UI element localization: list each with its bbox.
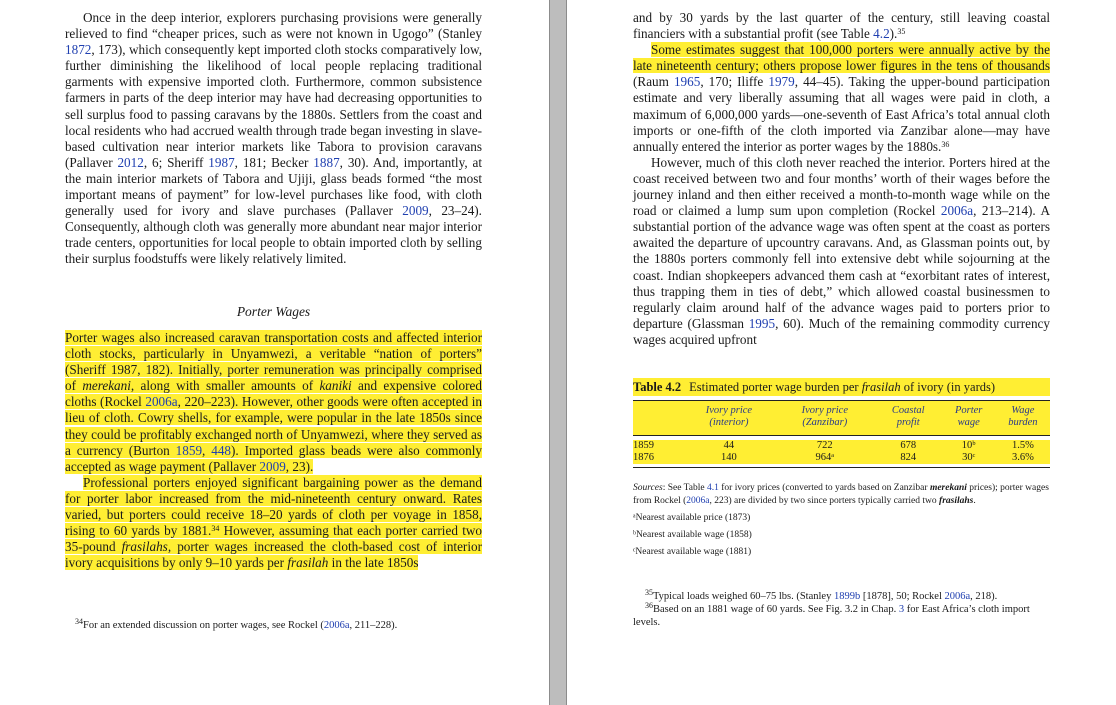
ref-rockel-2006a-r[interactable]: 2006a <box>940 203 974 219</box>
footnote-34: $^{34}$For an extended discussion on porter wages, see Rockel (2006a, 211–228). <box>75 617 398 631</box>
highlighted-porter-estimate: Some estimates suggest that 100,000 porters were annually active by the late nineteenth century; others propose lower figures in the tens of thousands <box>633 42 1050 74</box>
wage-burden-table <box>633 401 1050 468</box>
footnote-marker-35[interactable]: 35 <box>897 27 906 37</box>
footnote-36: $^{36}$Based on an 1881 wage of 60 yards. See Fig. 3.2 in Chap. 3 for East Africa’s cloth import levels. <box>633 601 1030 628</box>
ref-burton-448[interactable]: 448 <box>211 442 231 458</box>
footnote-marker-36[interactable]: 36 <box>941 139 950 149</box>
col-ivory-zanzibar: Ivory price (Zanzibar) <box>775 401 875 436</box>
ref-pallaver-2012[interactable]: 2012 <box>117 154 144 170</box>
table-note-c: ᶜNearest available wage (1881) <box>633 547 752 557</box>
table-source-note: Sources: See Table 4.1 for ivory prices (converted to yards based on Zanzibar merekani prices); porter wages from Rockel (2006a, 223) are divided by two since porters typically carried two frasilahs. <box>633 483 1049 506</box>
ref-iliffe-1979[interactable]: 1979 <box>768 74 795 90</box>
footnotes-right <box>633 590 1050 629</box>
paragraph-cloth-interior: Once in the deep interior, explorers purchasing provisions were generally relieved to find “cheaper prices, such as were not known in Ugogo” (Stanley 1872, 173), which consequently kept imported cloth stocks comparatively low, further diminishing the likelihood of local people replacing traditional garments with expensive imported cloth. Furthermore, common subsistence farmers in parts of the deep interior may have had decreasing opportunities to sell surplus food to passing caravans by the 1880s. Settlers from the coast and local residents who had accrued wealth through trade began investing in slave-based cultivation near interior markets like Tabora to provision caravans (Pallaver 2012, 6; Sheriff 1987, 181; Becker 1887, 30). And, importantly, at the main interior markets of Tabora and Ujiji, glass beads formed “the most important means of payment” for low-level purchases like food, with cloth generally used for ivory and slave purchases (Pallaver 2009, 23–24). Consequently, although cloth was generally more abundant near major interior trade centers, opportunities for local people to obtain imported cloth by selling their surplus foodstuffs were likely relatively limited. <box>65 10 482 267</box>
table-note-a: ᵃNearest available price (1873) <box>633 513 751 523</box>
col-wage-burden: Wage burden <box>996 401 1050 436</box>
footnote-marker-34[interactable]: 34 <box>211 524 220 534</box>
table-row: 1876 140 964ᵃ 824 30ᶜ 3.6% <box>633 452 1050 464</box>
table-caption: Table 4.2 Estimated porter wage burden per frasilah of ivory (in yards) <box>633 378 1050 396</box>
ref-rockel-2006a[interactable]: 2006a <box>145 394 178 410</box>
ref-pallaver-2009[interactable]: 2009 <box>402 203 429 219</box>
paragraph-porter-wages: Porter wages also increased caravan transportation costs and affected interior cloth stocks, particularly in Unyamwezi, a veritable “nation of porters” (Sheriff 1987, 182). Initially, porter remuneration was principally comprised of merekani, along with smaller amounts of kaniki and expensive colored cloths (Rockel 2006a, 220–223). However, other goods were often accepted in lieu of cloth. Cowry shells, for example, were popular in the late 1850s since they could be profitably exchanged north of Unyamwezi, where they served as a currency (Burton 1859, 448). Imported glass beads were also commonly accepted as wage payment (Pallaver 2009, 23). Professional porters enjoyed significant bargaining power as the demand for porter labor increased from the mid-nineteenth century onward. Rates varied, but porters could receive 18–20 yards of cloth per voyage in 1858, rising to 60 yards by 1881.34 However, assuming that each porter carried two 35-pound frasilahs, porter wages increased the cloth-based cost of interior ivory acquisitions by only 9–10 yards per frasilah in the late 1850s <box>65 330 482 571</box>
col-coastal-profit: Coastal profit <box>875 401 942 436</box>
col-ivory-interior: Ivory price (interior) <box>683 401 775 436</box>
table-4-2 <box>633 378 1050 563</box>
section-heading-porter-wages: Porter Wages <box>236 304 311 319</box>
ref-table-4-2[interactable]: 4.2 <box>873 26 890 42</box>
ref-pallaver-2009-b[interactable]: 2009 <box>259 458 286 474</box>
table-header-row <box>633 401 1050 436</box>
ref-burton-1859[interactable]: 1859 <box>175 442 203 458</box>
paragraph-coastal-profit: and by 30 yards by the last quarter of the century, still leaving coastal financiers with a substantial profit (see Table 4.2).$^{35}$ Some estimates suggest that 100,000 porters were annually active by the late nineteenth century; others propose lower figures in the tens of thousands (Raum 1965, 170; Iliffe 1979, 44–45). Taking the upper-bound participation estimate and very liberally assuming that all wages were paid in cloth, a maximum of 6,000,000 yards—one-seventh of East Africa’s total annual cloth imports or one-fifth of the cloth imported via Zanzibar alone—may have annually entered the interior as porter wages by the 1880s.$^{36}$ However, much of this cloth never reached the interior. Porters hired at the coast received between two and four months’ worth of their wages before the journey inland and then either received a month-to-month wage while on the road or claimed a lump sum upon completion (Rockel 2006a, 213–214). A substantial portion of the advance wage was often spent at the coast as porters awaited the departure of upcountry caravans. And, as Glassman points out, by the 1880s porters commonly fell into extensive debt while sojourning at the coast. Indian shopkeepers advanced them cash at “exorbitant rates of interest, thus trapping them in ties of debt,” which allowed coastal businessmen to regularly claim around half of the advance wages paid to porters prior to departure (Glassman 1995, 60). Much of the remaining commodity currency wages acquired upfront <box>633 10 1051 347</box>
ref-stanley-1872[interactable]: 1872 <box>65 42 92 58</box>
ref-rockel-2006a-fn35[interactable]: 2006a <box>944 591 971 602</box>
table-notes <box>633 482 1050 559</box>
ref-stanley-1899b[interactable]: 1899b <box>833 591 861 602</box>
ref-sheriff-1987[interactable]: 1987 <box>208 154 235 170</box>
ref-rockel-2006a-t[interactable]: 2006a <box>686 496 710 506</box>
ref-becker-1887[interactable]: 1887 <box>313 154 340 170</box>
ref-table-4-1[interactable]: 4.1 <box>707 483 719 493</box>
right-page <box>567 0 1116 705</box>
ref-glassman-1995[interactable]: 1995 <box>748 315 776 331</box>
ref-chap-3[interactable]: 3 <box>898 604 905 615</box>
ref-raum-1965[interactable]: 1965 <box>673 74 701 90</box>
left-page <box>0 0 549 705</box>
table-row: 1859 44 722 678 10ᵇ 1.5% <box>633 440 1050 452</box>
footnote-35: $^{35}$Typical loads weighed 60–75 lbs. (Stanley 1899b [1878], 50; Rockel 2006a, 218). <box>645 588 998 602</box>
table-note-b: ᵇNearest available wage (1858) <box>633 530 752 540</box>
ref-rockel-2006a-fn[interactable]: 2006a <box>323 620 350 631</box>
page-gutter <box>549 0 567 705</box>
col-porter-wage: Porter wage <box>942 401 996 436</box>
